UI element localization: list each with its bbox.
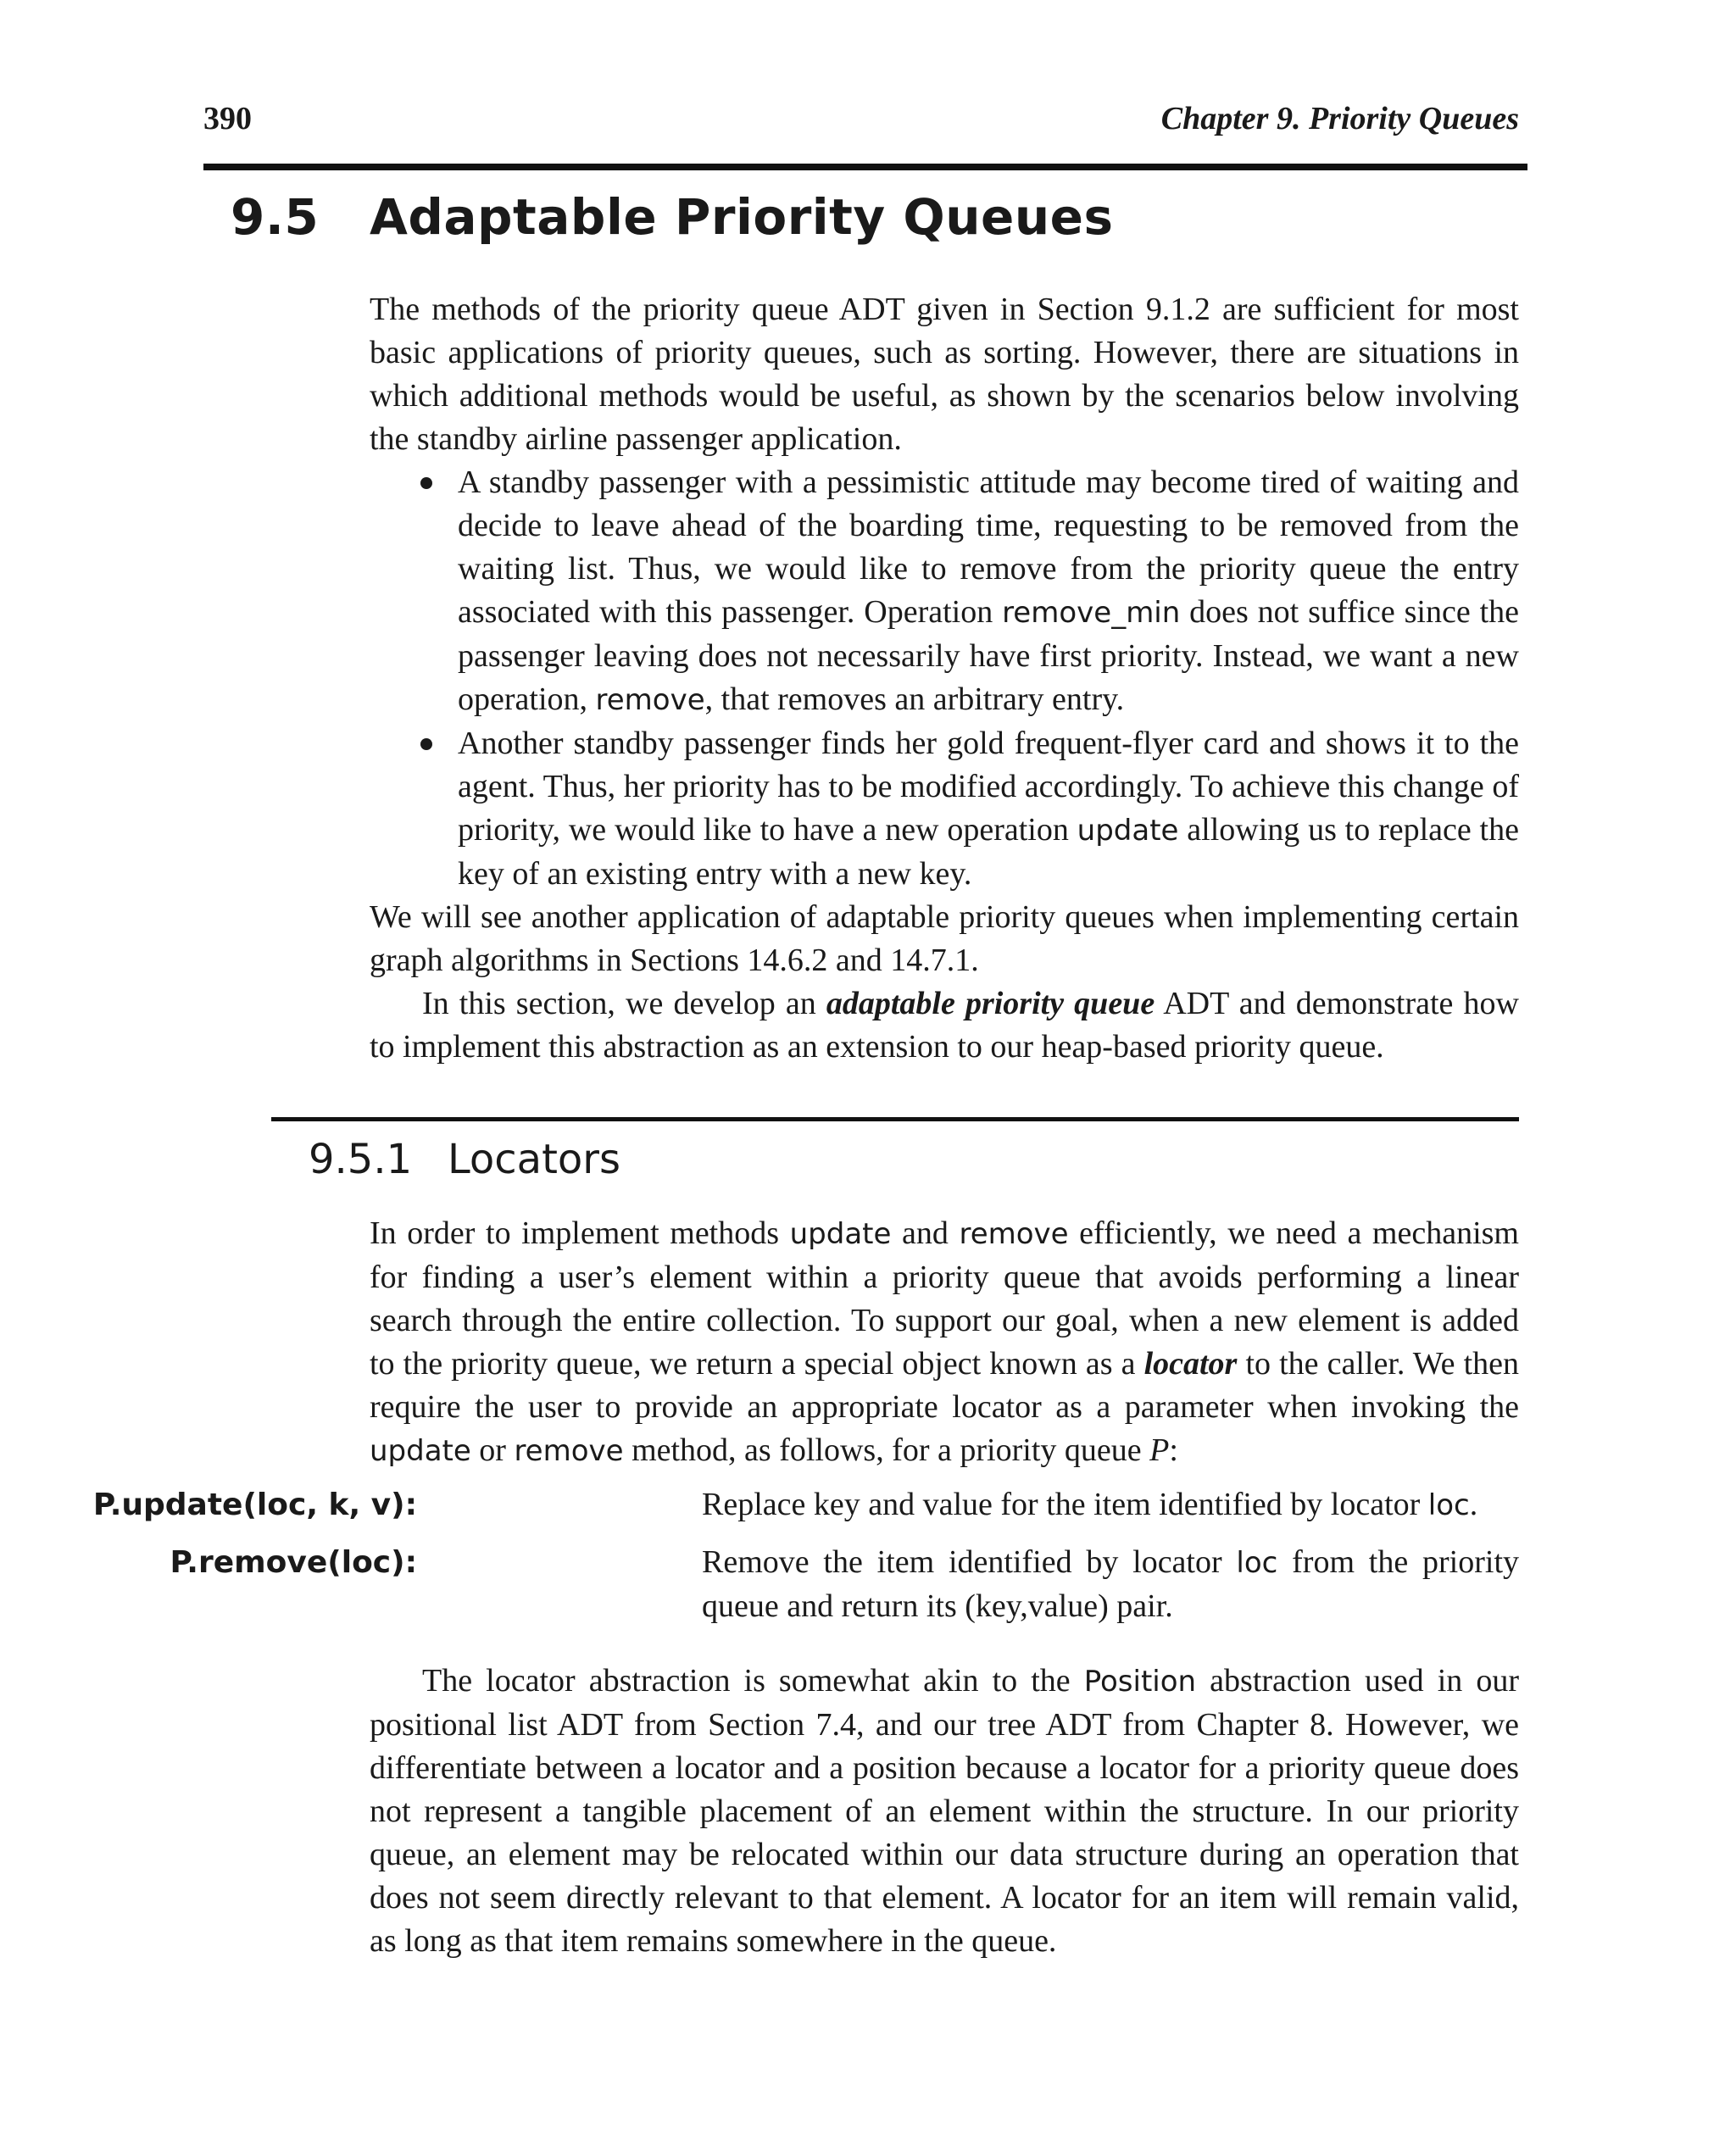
- method-list: [92, 1483, 1519, 1642]
- code-remove: remove: [514, 1434, 624, 1468]
- locators-paragraph: The locator abstraction is somewhat akin to the Position abstraction used in our positional list ADT from Section 7.4, and our tree ADT from Chapter 8. However, we differentiate between a locator and a position because a locator for a priority queue does not represent a tangible placement of an element within the structure. In our priority queue, an element may be relocated within our data structure during an operation that does not seem directly relevant to that element. A locator for an item will remain valid, as long as that item remains somewhere in the queue.: [370, 1663, 1519, 1959]
- subsection-number: 9.5.1: [309, 1136, 413, 1183]
- code-remove-min: remove_min: [1002, 596, 1181, 630]
- bullet-icon: [420, 738, 432, 750]
- subsection-rule: [271, 1117, 1519, 1121]
- header-rule: [203, 164, 1527, 170]
- defined-term: locator: [1143, 1346, 1238, 1382]
- code-update: update: [789, 1217, 892, 1251]
- code-position: Position: [1083, 1665, 1197, 1699]
- intro-paragraph: In this section, we develop an adaptable priority queue ADT and demonstrate how to implement this abstraction as an extension to our heap-based priority queue.: [370, 986, 1519, 1065]
- intro-paragraph: The methods of the priority queue ADT given in Section 9.1.2 are sufficient for most basic applications of priority queues, such as sorting. However, there are situations in which additional methods would be useful, as shown by the scenarios below involving the standby airline passenger application.: [370, 292, 1519, 457]
- locators-block-2: [370, 1660, 1519, 1963]
- method-description: Remove the item identified by locator loc from the priority queue and return its (key,value) pair.: [702, 1544, 1519, 1624]
- method-remove: [170, 1541, 1519, 1628]
- defined-term: adaptable priority queue: [826, 986, 1155, 1021]
- code-remove: remove: [959, 1217, 1069, 1251]
- locators-block: [370, 1212, 1519, 1473]
- method-signature: P.remove(loc):: [170, 1545, 417, 1580]
- scenario-list: [370, 461, 1519, 896]
- method-update: [92, 1483, 1519, 1527]
- intro-block: [370, 288, 1519, 1069]
- section-number: 9.5: [231, 188, 320, 246]
- code-remove: remove: [595, 683, 705, 717]
- running-header: [203, 95, 1519, 146]
- list-item: Another standby passenger finds her gold frequent-flyer card and shows it to the agent. Thus, her priority has to be modified accordingly. To achieve this change of priority, we would like to have a new operation update allowing us to replace the key of an existing entry with a new key.: [370, 722, 1519, 896]
- method-signature: P.update(loc, k, v):: [92, 1488, 417, 1522]
- subsection-title: Locators: [448, 1136, 620, 1183]
- page-number: 390: [203, 101, 252, 136]
- intro-paragraph: We will see another application of adaptable priority queues when implementing certain graph algorithms in Sections 14.6.2 and 14.7.1.: [370, 899, 1519, 978]
- chapter-title: Chapter 9. Priority Queues: [1160, 101, 1519, 136]
- locators-paragraph: In order to implement methods update and remove efficiently, we need a mechanism for finding a user’s element within a priority queue that avoids performing a linear search through the entire collection. To support our goal, when a new element is added to the priority queue, we return a special object known as a locator to the caller. We then require the user to provide an appropriate locator as a parameter when invoking the update or remove method, as follows, for a priority queue P:: [370, 1215, 1519, 1468]
- bullet-icon: [420, 477, 432, 489]
- subsection-heading: [309, 1136, 620, 1183]
- section-title: Adaptable Priority Queues: [370, 188, 1114, 246]
- list-item: A standby passenger with a pessimistic attitude may become tired of waiting and decide to leave ahead of the boarding time, requesting to be removed from the waiting list. Thus, we would like to remove from the priority queue the entry associated with this passenger. Operation remove_min does not suffice since the passenger leaving does not necessarily have first priority. Instead, we want a new operation, remove, that removes an arbitrary entry.: [370, 461, 1519, 722]
- variable-p: P: [1149, 1432, 1170, 1468]
- code-update: update: [370, 1434, 471, 1468]
- section-heading: [231, 188, 1114, 246]
- code-update: update: [1077, 814, 1179, 848]
- method-description: Replace key and value for the item identified by locator loc.: [702, 1487, 1478, 1522]
